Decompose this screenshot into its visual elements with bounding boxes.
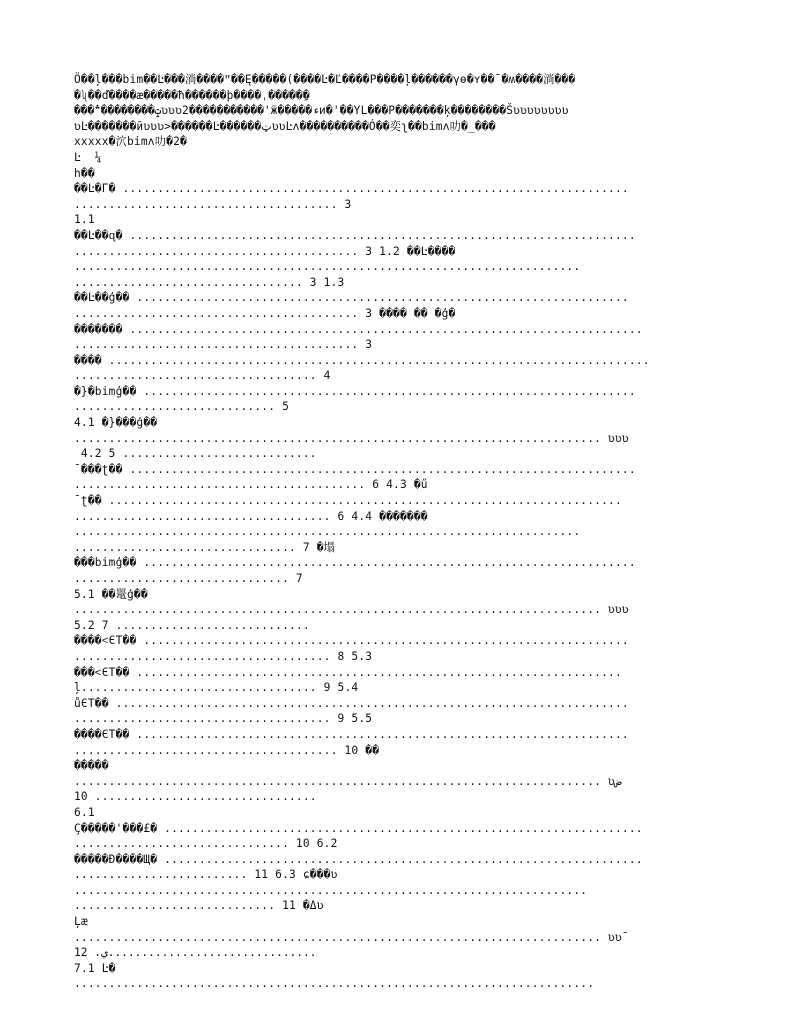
text-line: 6.1 bbox=[74, 805, 95, 819]
text-line: ����ЄΤ�� ....................................................................... bbox=[74, 727, 629, 741]
text-line: ................................. 3 1.3 bbox=[74, 275, 345, 289]
text-line: ......................... 11 6.3 ɕ���ʋ bbox=[74, 868, 338, 882]
text-line: h�� bbox=[74, 166, 95, 180]
text-line: ..................................... 6 4.4 ������� bbox=[74, 509, 428, 523]
text-line: ...................................... 10 �� bbox=[74, 743, 380, 757]
text-line: ............................... 7 bbox=[74, 572, 303, 585]
text-line: Ļæ bbox=[74, 915, 88, 929]
text-line: ............................. 5 bbox=[74, 400, 289, 414]
text-line: ���� .............................................................................. bbox=[74, 353, 650, 367]
text-line: ���˂ЄΤ�� ...................................................................... bbox=[74, 665, 622, 679]
text-line: ......................................... 3 1.2 ��Ŀ���� bbox=[74, 244, 456, 258]
text-line: Ö��ļ���bim��Ŀ���淌����ʺ��Ę�����(����Ŀ�Ľ����Ρ����ļ������γɵ�ʏ��ˉ�ʍ����淌��� bbox=[74, 73, 576, 86]
text-line: 4.1 �}���ģ�� bbox=[74, 416, 158, 430]
text-line: �ʯ��ď����æ�����ħ������þ����ˌ������ِ bbox=[74, 88, 310, 102]
text-line: ůЄΤ�� .......................................................................... bbox=[74, 696, 629, 710]
text-line: ......................................................................... bbox=[74, 525, 581, 539]
text-line: ...................................... 3 bbox=[74, 197, 352, 211]
text-line: .......................................................................... bbox=[74, 883, 588, 897]
text-line: ......................................... 3 ���� �� �ģ� bbox=[74, 306, 456, 320]
text-line: 5.2 7 ............................ bbox=[74, 618, 310, 632]
text-line: ............................................................................ ʋʋʋ bbox=[74, 431, 629, 445]
text-line: xxxxx�泬bimʌ叻�2� bbox=[74, 135, 187, 149]
text-line: ......................................................................... bbox=[74, 260, 581, 274]
text-line: ......................................... 3 bbox=[74, 338, 373, 352]
text-line: ................................... 4 bbox=[74, 369, 331, 383]
text-line: ˉʈ�� .......................................................................... bbox=[74, 494, 622, 508]
text-line: ˉ���ʈ�� ......................................................................... bbox=[74, 462, 636, 476]
text-line: ʋĿ�������йʋʋʋ>������Ŀ������ټʋʋĿʌ����������Ó��奕ʅ��bimʌ叻�_��� bbox=[74, 119, 496, 133]
text-line: �����Ð����Щ� ..................................................................... bbox=[74, 852, 643, 866]
text-line: ����� bbox=[74, 759, 109, 773]
text-line: ............................................................................ ʋʋʋ bbox=[74, 603, 629, 617]
text-line: ����˂ЄΤ�� ...................................................................... bbox=[74, 634, 629, 648]
text-line: 12 .ي............................... bbox=[74, 946, 317, 960]
text-line: ........................................................................... bbox=[74, 977, 595, 991]
text-line: ��Ŀ�Γ� ......................................................................... bbox=[74, 182, 629, 196]
text-line: Ç�����'���£� ..................................................................... bbox=[74, 821, 643, 835]
text-line: ............................................................................ ʋʋˉ bbox=[74, 930, 629, 944]
text-line: ���ݓ��������؞ʋʋʋ2����ؚ�������'ӝ�����ءи�'��ΥL���Ρ�������ķ��������Šʋʋʋʋʋʋʋʋ bbox=[74, 104, 569, 118]
text-line: Ŀ ¼ bbox=[74, 150, 102, 164]
text-line: ................................ 7 �塌 bbox=[74, 540, 336, 554]
text-line: 1.1 bbox=[74, 213, 95, 227]
text-line: ............................. 11 �Δʋ bbox=[74, 899, 324, 913]
text-line: ..................................... 9 5.5 bbox=[74, 712, 373, 726]
document-page bbox=[74, 72, 724, 991]
text-line: ��Ŀ��ɋ� ......................................................................... bbox=[74, 228, 636, 242]
text-line: 7.1 Ŀ� bbox=[74, 961, 116, 975]
text-line: 10 ................................ bbox=[74, 790, 317, 804]
text-line: ............................................................................ ʋض bbox=[74, 774, 622, 788]
text-line: ļ.................................. 9 5.4 bbox=[74, 681, 359, 695]
text-line: ������� .......................................................................... bbox=[74, 322, 643, 336]
text-line: ���bimģ�� ....................................................................... bbox=[74, 556, 636, 570]
text-line: ..................................... 8 5.3 bbox=[74, 649, 373, 663]
text-line: 4.2 5 ............................ bbox=[74, 447, 317, 461]
text-line: ��Ŀ��ģ�� ....................................................................... bbox=[74, 291, 629, 305]
text-line: ............................... 10 6.2 bbox=[74, 837, 338, 851]
text-line: 5.1 ��鼍ģ�� bbox=[74, 587, 148, 601]
text-line: �}�bimģ�� ....................................................................... bbox=[74, 384, 636, 398]
text-line: .......................................... 6 4.3 �ű bbox=[74, 478, 428, 492]
